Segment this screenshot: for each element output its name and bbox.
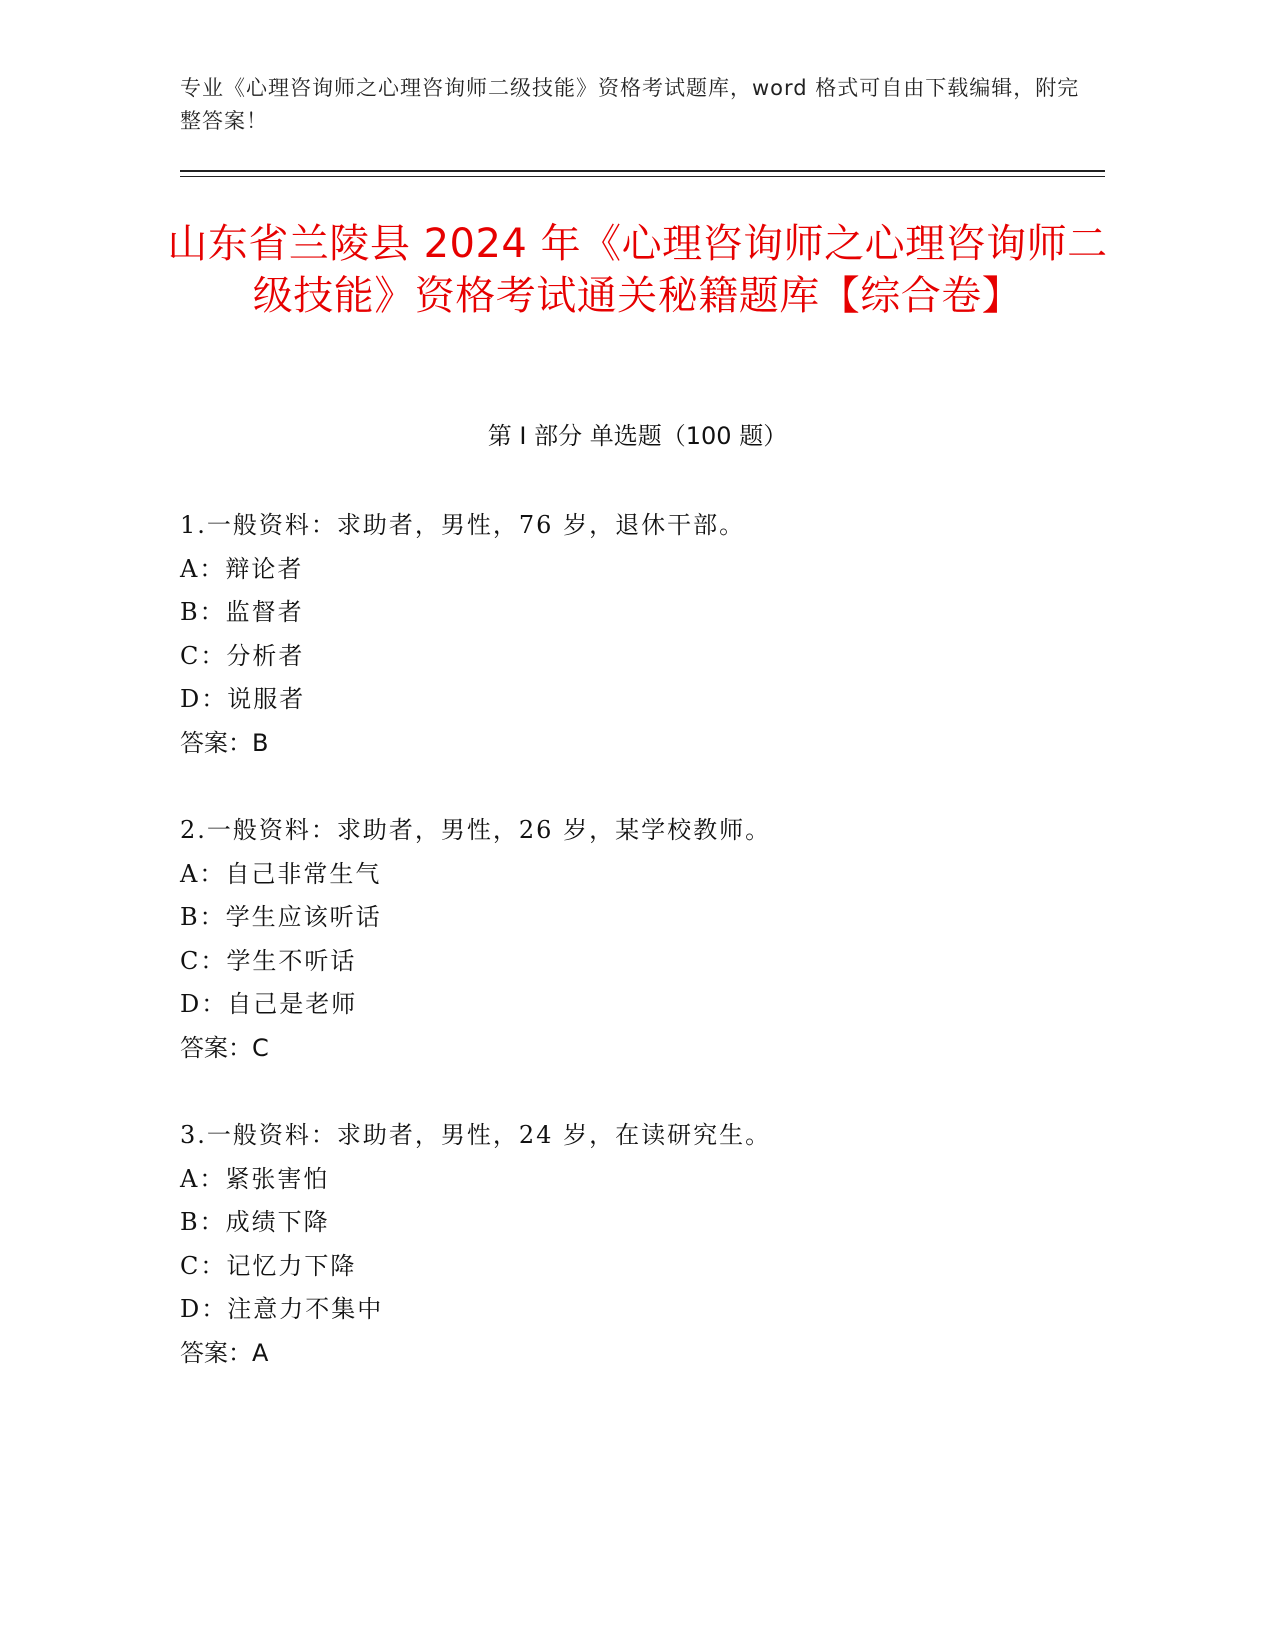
- option-a: A：自己非常生气: [180, 859, 382, 888]
- option-d: D：自己是老师: [180, 990, 358, 1018]
- header-rule-thick: [180, 170, 1105, 172]
- option-a: A：紧张害怕: [180, 1164, 330, 1193]
- option-c: C：分析者: [180, 641, 305, 670]
- question-stem: 1.一般资料：求助者，男性，76 岁，退休干部。: [180, 511, 746, 539]
- answer: 答案：C: [180, 1033, 269, 1062]
- option-d: D：说服者: [180, 685, 306, 713]
- answer: 答案：A: [180, 1338, 269, 1367]
- option-a: A：辩论者: [180, 554, 304, 583]
- option-c: C：记忆力下降: [180, 1251, 357, 1280]
- question-2: [180, 815, 1100, 1076]
- option-b: B：学生应该听话: [180, 903, 382, 931]
- question-1: [180, 510, 1100, 771]
- section-title: 第 I 部分 单选题（100 题）: [487, 422, 788, 450]
- question-stem: 3.一般资料：求助者，男性，24 岁，在读研究生。: [180, 1121, 772, 1149]
- option-d: D：注意力不集中: [180, 1295, 384, 1323]
- option-b: B：成绩下降: [180, 1208, 330, 1236]
- header-rule-thin: [180, 176, 1105, 177]
- answer: 答案：B: [180, 728, 269, 757]
- document-title: 山东省兰陵县 2024 年《心理咨询师之心理咨询师二级技能》资格考试通关秘籍题库【综合卷】: [167, 221, 1108, 319]
- option-c: C：学生不听话: [180, 946, 357, 975]
- header-note: 专业《心理咨询师之心理咨询师二级技能》资格考试题库，word 格式可自由下载编辑，附完整答案！: [180, 76, 1080, 133]
- question-3: [180, 1120, 1100, 1381]
- option-b: B：监督者: [180, 598, 304, 626]
- question-stem: 2.一般资料：求助者，男性，26 岁，某学校教师。: [180, 816, 772, 844]
